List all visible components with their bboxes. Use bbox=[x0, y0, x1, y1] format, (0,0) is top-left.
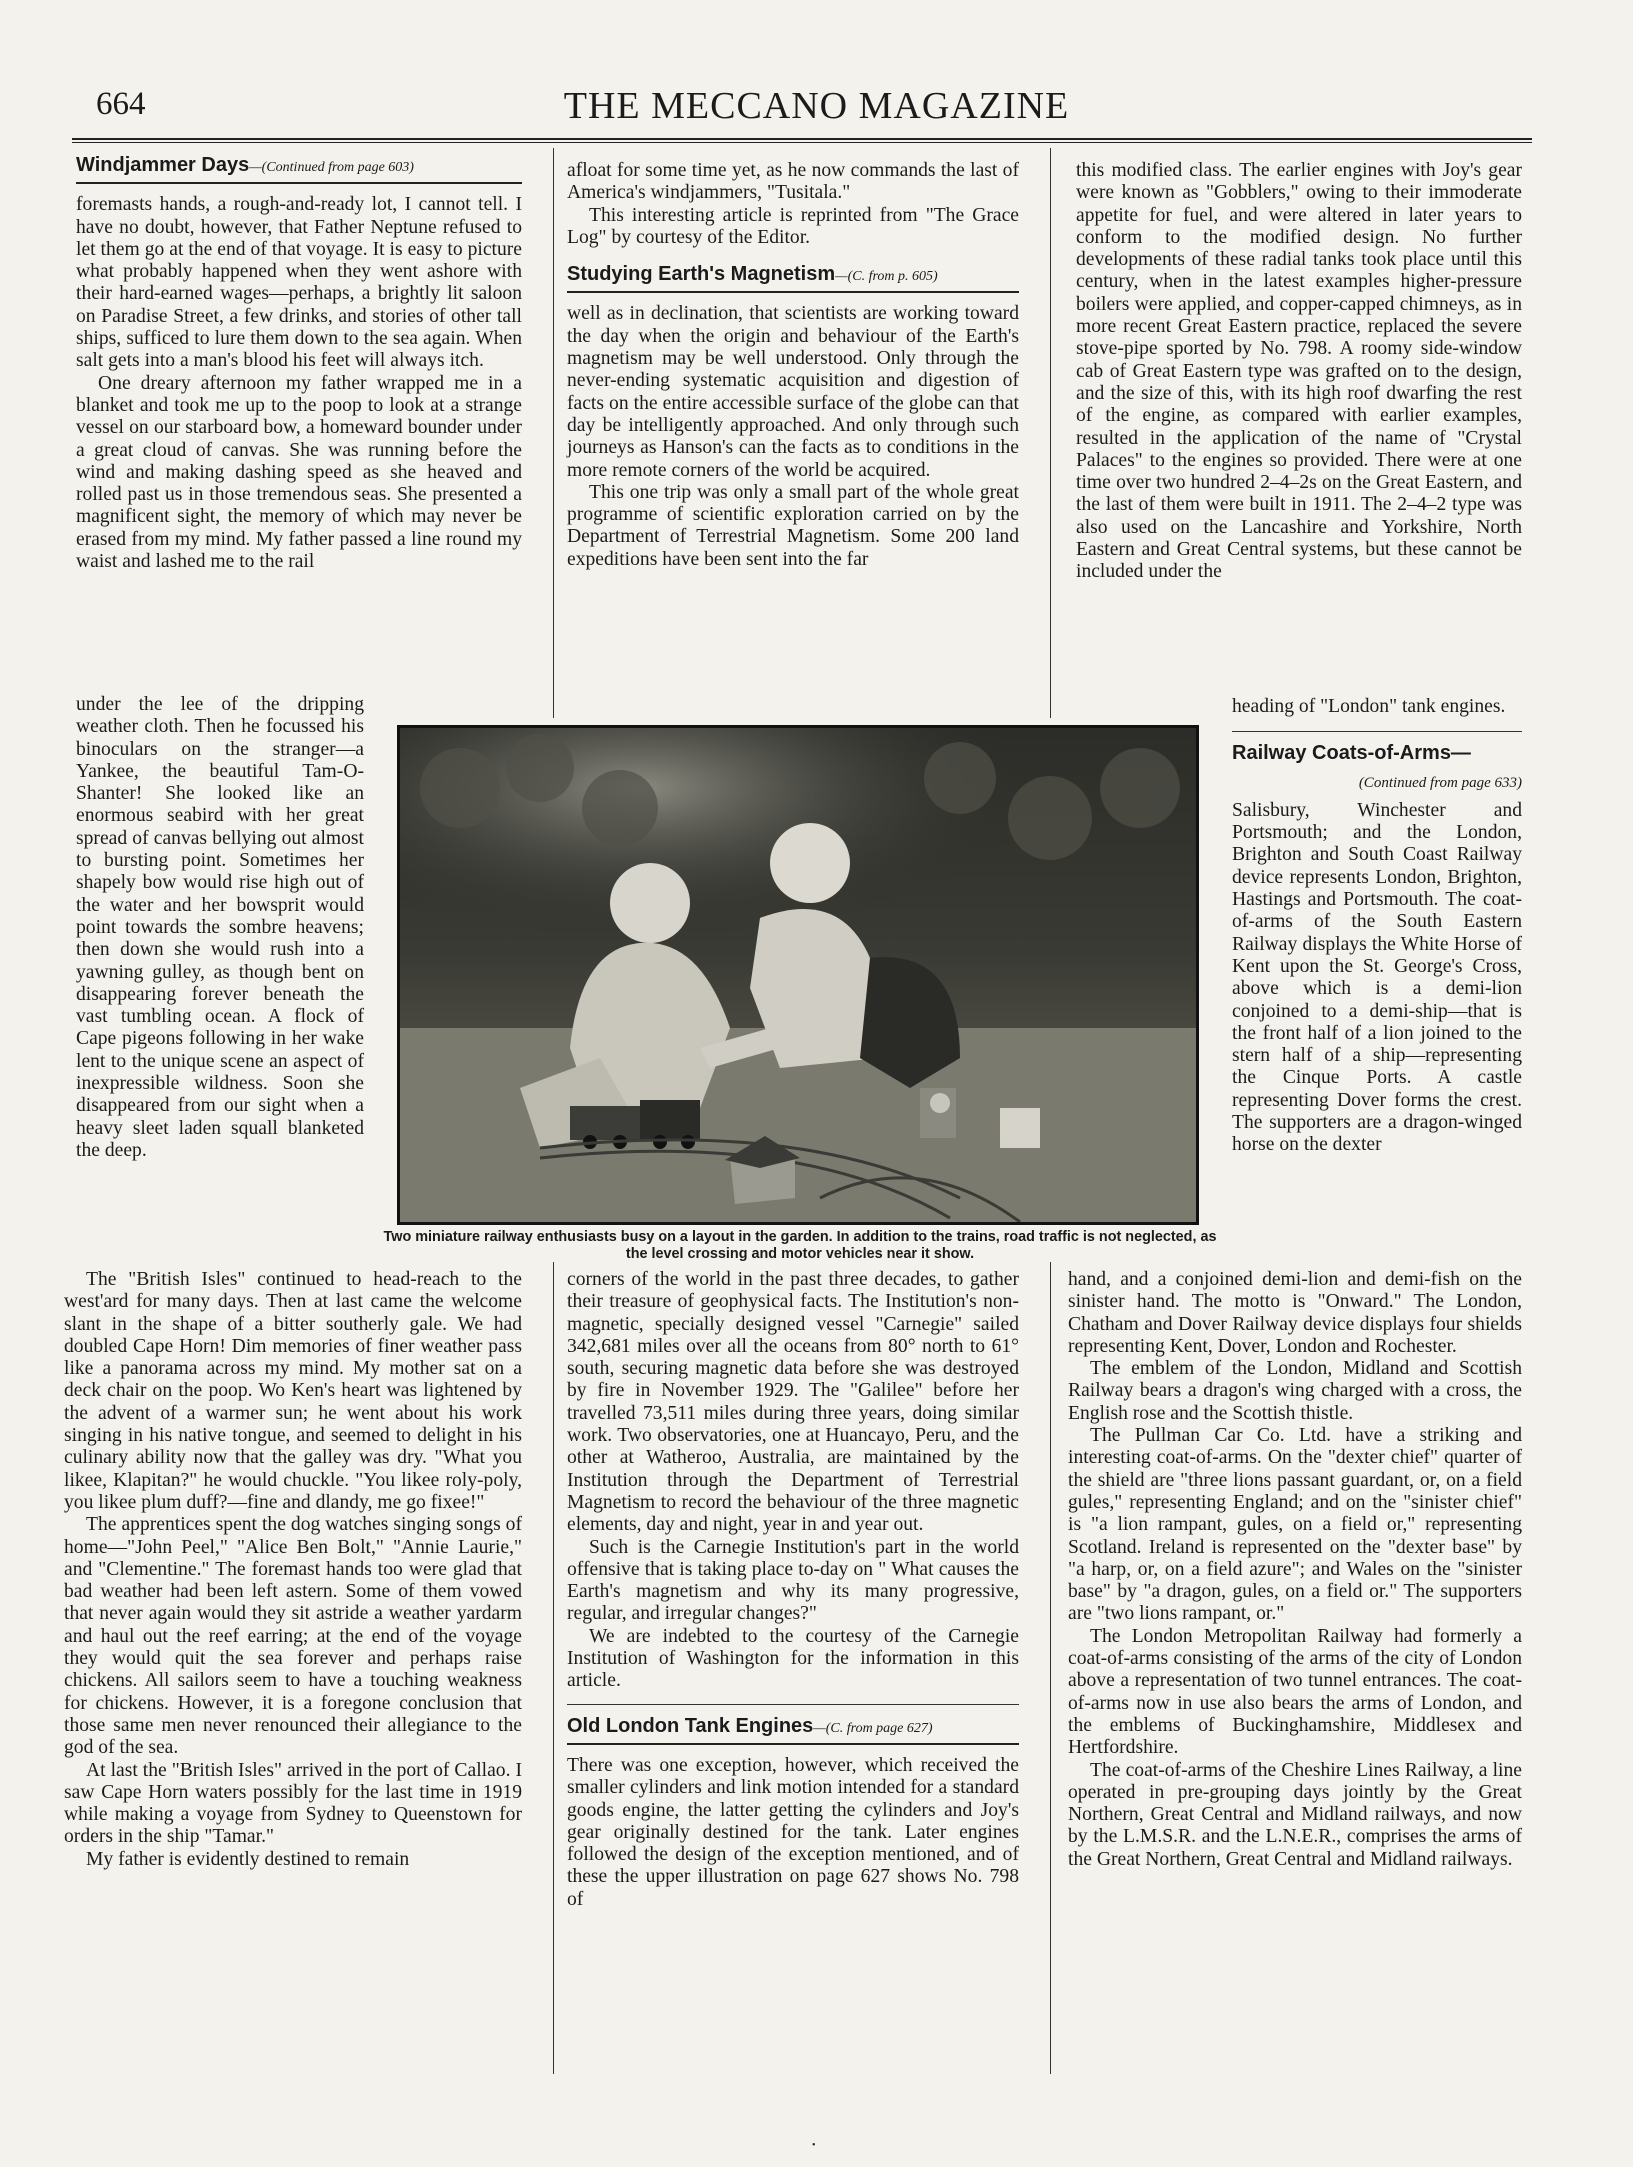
paragraph: One dreary afternoon my father wrapped me in a blanket and took me up to the poop to look at a strange vessel on our starboard bow, a homeward bounder under a great cloud of canvas. She was running before the wind and making dashing speed as she heaved and rolled past us in those tremendous seas. She presented a magnificent sight, the memory of which may never be erased from my mind. My father passed a line round my waist and lashed me to the rail bbox=[76, 372, 522, 573]
column-3-lower bbox=[1068, 1269, 1522, 1871]
paragraph: The Pullman Car Co. Ltd. have a striking and interesting coat-of-arms. On the "dexter chief" quarter of the shield are "three lions passant guardant, or, on a field gules," representing England; and on the "sinister chief" is "a lion rampant, gules, on a field or," representing Scotland. Ireland is represented on the "dexter base" by "a harp, or, on a field azure"; and Wales on the "sinister base" by "a dragon, gules, on a field or." The supporters are "two lions rampant, or." bbox=[1068, 1425, 1522, 1625]
paragraph: this modified class. The earlier engines with Joy's gear were known as "Gobblers," owing to their immoderate appetite for fuel, and were altered in later years to conform to the modified design. No further developments of these radial tanks took place until this century, when in the latest examples higher-pressure boilers were applied, and copper-capped chimneys, as in more recent Great Eastern practice, replaced the severe stove-pipe sported by No. 798. A roomy side-window cab of Great Eastern type was grafted on to the design, and the size of this, with its high roof dwarfing the rest of the engine, as compared with earlier examples, resulted in the application of the name of "Crystal Palaces" to the engines so provided. There were at one time over two hundred 2–4–2s on the Great Eastern, and the last of them were built in 1911. The 2–4–2 type was also used on the Lancashire and Yorkshire, North Eastern and Great Central systems, but these cannot be included under the bbox=[1076, 160, 1522, 583]
column-rule-right-lower bbox=[1050, 1262, 1051, 2074]
paragraph: My father is evidently destined to remain bbox=[86, 1848, 410, 1870]
paragraph: Salisbury, Winchester and Portsmouth; and the London, Brighton and South Coast Railway device represents London, Brighton, Hastings and Portsmouth. The coat-of-arms of the South Eastern Railway displays the White Horse of Kent upon the St. George's Cross, above which is a demi-lion conjoined to a demi-ship—that is the front half of a lion joined to the stern half of a ship—representing the Cinque Ports. A castle representing Dover forms the crest. The supporters are a dragon-winged horse on the dexter bbox=[1232, 799, 1522, 1156]
paragraph: The "British Isles" continued to head-reach to the west'ard for many days. Then at last came the welcome slant in the shape of a bitter southerly gale. We had doubled Cape Horn! Dim memories of finer weather pass like a panorama across my mind. My mother sat on a deck chair on the poop. Wo Ken's heart was lightened by the advent of a warmer sun; he went about his work singing in his native tongue, and seemed to delight in his culinary ability now that the galley was dry. "What you likee, Klapitan?" he would chuckle. "You likee roly-poly, you likee plum duff?—fine and dlandy, me go fixee!" bbox=[64, 1269, 522, 1513]
paragraph: The emblem of the London, Midland and Scottish Railway bears a dragon's wing charged with a cross, the English rose and the Scottish thistle. bbox=[1068, 1358, 1522, 1424]
paragraph: corners of the world in the past three decades, to gather their treasure of geophysical facts. The Institution's non-magnetic, specially designed vessel "Carnegie" sailed 342,681 miles over all the oceans from 80° north to 61° south, securing magnetic data before she was destroyed by fire in November 1929. The "Galilee" before her travelled 73,511 miles during three years, doing similar work. Two observatories, one at Huancayo, Peru, and the other at Watheroo, Australia, are maintained by the Institution through the Department of Terrestrial Magnetism to record the behaviour of the three magnetic elements, day and night, year in and year out. bbox=[567, 1269, 1019, 1536]
page-mark: • bbox=[812, 2140, 816, 2151]
paragraph: This one trip was only a small part of the whole great programme of scientific exploration carried on by the Department of Terrestrial Magnetism. Some 200 land expeditions have been sent into the far bbox=[567, 481, 1019, 570]
header-rule bbox=[72, 138, 1532, 143]
photo-illustration bbox=[400, 728, 1196, 1222]
magazine-title: THE MECCANO MAGAZINE bbox=[563, 85, 1070, 127]
article-heading-tank-engines: Old London Tank Engines—(C. from page 627) bbox=[567, 1715, 1019, 1745]
paragraph: We are indebted to the courtesy of the Carnegie Institution of Washington for the information in this article. bbox=[567, 1625, 1019, 1692]
column-rule-left bbox=[553, 148, 554, 718]
paragraph: The London Metropolitan Railway had formerly a coat-of-arms consisting of the arms of the city of London above a representation of two tunnel entrances. The coat-of-arms now in use also bears the arms of London, and the emblems of Buckinghamshire, Middlesex and Hertfordshire. bbox=[1068, 1625, 1522, 1759]
paragraph: hand, and a conjoined demi-lion and demi-fish on the sinister hand. The motto is "Onward." The London, Chatham and Dover Railway device displays four shields representing Kent, Dover, London and Rochester. bbox=[1068, 1269, 1522, 1357]
column-rule-right bbox=[1050, 148, 1051, 718]
photograph-boys-model-railway bbox=[397, 725, 1199, 1225]
paragraph: The coat-of-arms of the Cheshire Lines Railway, a line operated in pre-grouping days jointly by the Great Northern, Great Central and Midland railways, and now by the L.M.S.R. and the L.N.E.R., comprises the arms of the Great Northern, Great Central and Midland railways. bbox=[1068, 1759, 1522, 1870]
article-heading-magnetism: Studying Earth's Magnetism—(C. from p. 605) bbox=[567, 263, 1019, 293]
column-1-lower bbox=[64, 1269, 522, 1871]
column-1-narrow bbox=[76, 694, 364, 1162]
paragraph: heading of "London" tank engines. bbox=[1232, 696, 1506, 717]
paragraph: There was one exception, however, which received the smaller cylinders and link motion intended for a standard goods engine, the latter getting the cylinders and Joy's gear originally destined for the tank. Later engines followed the design of the exception mentioned, and of these the upper illustration on page 627 shows No. 798 of bbox=[567, 1754, 1019, 1910]
continued-note: (Continued from page 633) bbox=[1358, 774, 1522, 791]
article-heading-windjammer: Windjammer Days—(Continued from page 603) bbox=[76, 154, 522, 184]
paragraph: well as in declination, that scientists are working toward the day when the origin and behaviour of the Earth's magnetism may be well understood. Only through the never-ending systematic acquisition and digestion of facts on the entire accessible surface of the globe can that day be intelligently approached. And only through such journeys as Hanson's can the facts as to conditions in the more remote corners of the world be acquired. bbox=[567, 303, 1019, 481]
column-3 bbox=[1076, 160, 1522, 584]
paragraph: Such is the Carnegie Institution's part in the world offensive that is taking place to-day on " What causes the Earth's magnetism and why its many progressive, regular, and irregular changes?" bbox=[567, 1536, 1019, 1625]
page-number: 664 bbox=[96, 86, 146, 122]
column-2 bbox=[567, 160, 1019, 571]
column-rule-left-lower bbox=[553, 1262, 554, 2074]
photo-caption: Two miniature railway enthusiasts busy on a layout in the garden. In addition to the trains, road traffic is not neglected, as the level crossing and motor vehicles near it show. bbox=[383, 1229, 1217, 1262]
paragraph: The apprentices spent the dog watches singing songs of home—"John Peel," "Alice Ben Bolt," "Annie Laurie," and "Clementine." The foremast hands too were glad that bad weather had been left astern. Some of them vowed that never again would they sit astride a weather yardarm and haul out the reef earring; at the end of the voyage they would quit the sea forever and perhaps raise chickens. All sailors seem to have a touching weakness for chickens. However, it is a foregone conclusion that those same men never renounced their allegiance to the god of the sea. bbox=[64, 1514, 522, 1759]
paragraph: At last the "British Isles" arrived in the port of Callao. I saw Cape Horn waters possibly for the last time in 1919 while making a voyage from Sydney to Queenstown for orders in the ship "Tamar." bbox=[64, 1759, 522, 1848]
column-3-narrow bbox=[1232, 696, 1522, 1157]
column-1 bbox=[76, 154, 522, 573]
paragraph: afloat for some time yet, as he now commands the last of America's windjammers, "Tusitala." bbox=[567, 160, 1019, 204]
paragraph: under the lee of the dripping weather cloth. Then he focussed his binoculars on the stranger—a Yankee, the beautiful Tam-O-Shanter! She looked like an enormous seabird with her great spread of canvas bellying out almost to bursting point. Sometimes her shapely bow would rise high out of the water and her bowsprit would point towards the sombre heavens; then down she would rush into a yawning gulley, as though bent on disappearing forever beneath the vast tumbling ocean. A flock of Cape pigeons following in her wake lent to the unique scene an aspect of inexpressible wildness. Soon she disappeared from our sight when a heavy sleet laden squall blanketed the deep. bbox=[76, 694, 364, 1161]
paragraph: This interesting article is reprinted from "The Grace Log" by courtesy of the Editor. bbox=[567, 204, 1019, 248]
article-heading-coats-of-arms: Railway Coats-of-Arms— bbox=[1232, 742, 1471, 765]
column-2-lower bbox=[567, 1269, 1019, 1911]
paragraph: foremasts hands, a rough-and-ready lot, I cannot tell. I have no doubt, however, that Father Neptune refused to let them go at the end of that voyage. It is easy to picture what probably happened when they went ashore with their hard-earned wages—perhaps, a brightly lit saloon on Paradise Street, a few drinks, and stories of other tall ships, sufficed to lure them down to the sea again. When salt gets into a man's blood his feet will always itch. bbox=[76, 194, 522, 372]
